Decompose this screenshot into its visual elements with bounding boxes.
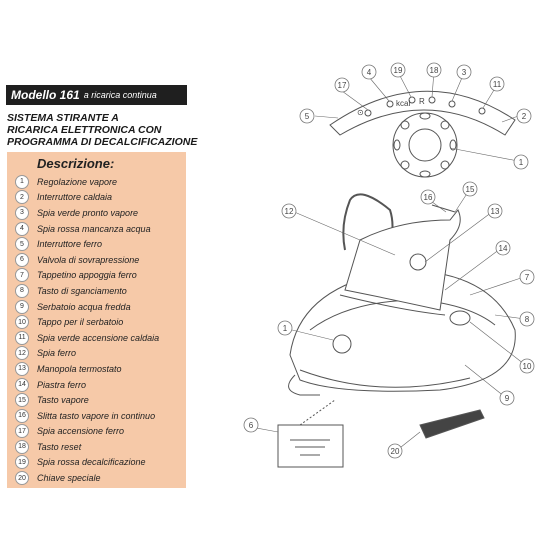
item-label: Regolazione vapore <box>37 176 118 187</box>
item-label: Tasto reset <box>37 441 82 452</box>
item-label: Manopola termostato <box>37 363 122 374</box>
item-label: Spia accensione ferro <box>37 426 125 437</box>
callout-marker <box>362 65 376 79</box>
callout-marker <box>463 182 477 196</box>
callout-marker <box>391 63 405 77</box>
callout-number: 4 <box>366 67 372 77</box>
item-label: Interruttore ferro <box>37 239 103 250</box>
item-number-badge: 16 <box>15 409 29 423</box>
inset-leader <box>300 400 335 425</box>
callout-marker <box>282 204 296 218</box>
base-steam-dial <box>333 335 351 353</box>
subtitle-line-1: SISTEMA STIRANTE A <box>7 112 119 124</box>
callout-marker <box>488 204 502 218</box>
callout-number: 3 <box>461 67 467 77</box>
model-subtitle: a ricarica continua <box>83 90 157 100</box>
steam-dial <box>393 113 457 177</box>
callout-number: 14 <box>498 243 508 253</box>
callout-marker <box>514 155 528 169</box>
callout-marker <box>457 65 471 79</box>
item-number-badge: 13 <box>15 362 29 376</box>
callout-marker <box>520 312 534 326</box>
kcal-label: kcal <box>396 99 411 108</box>
item-label: Interruttore caldaia <box>37 192 113 203</box>
callout-number: 2 <box>521 111 527 121</box>
item-label: Spia rossa mancanza acqua <box>37 223 151 234</box>
item-number-badge: 11 <box>15 331 29 345</box>
item-number-badge: 5 <box>15 237 29 251</box>
callout-number: 1 <box>282 323 288 333</box>
item-label: Serbatoio acqua fredda <box>37 301 131 312</box>
steam-button <box>432 205 455 212</box>
pressure-valve-inset <box>278 425 343 467</box>
callout-marker <box>421 190 435 204</box>
item-number-badge: 12 <box>15 346 29 360</box>
callout-marker <box>300 109 314 123</box>
model-name: Modello 161 <box>11 88 80 102</box>
item-number-badge: 17 <box>15 424 29 438</box>
callout-number: 8 <box>524 314 530 324</box>
item-label: Spia verde pronto vapore <box>37 207 139 218</box>
tank-cap <box>450 311 470 325</box>
callout-number: 16 <box>423 192 433 202</box>
item-number-badge: 2 <box>15 190 29 204</box>
item-number-badge: 20 <box>15 471 29 485</box>
callout-number: 15 <box>465 184 475 194</box>
item-number-badge: 4 <box>15 222 29 236</box>
callout-number: 20 <box>390 446 400 456</box>
callout-marker <box>427 63 441 77</box>
item-label: Spia rossa decalcificazione <box>37 457 146 468</box>
item-number-badge: 18 <box>15 440 29 454</box>
callout-marker <box>517 109 531 123</box>
callout-number: 6 <box>248 420 254 430</box>
description-title: Descrizione: <box>37 156 115 171</box>
callout-number: 1 <box>518 157 524 167</box>
special-key <box>420 410 484 438</box>
callout-number: 13 <box>490 206 500 216</box>
item-label: Spia ferro <box>37 348 77 359</box>
item-label: Valvola di sovrapressione <box>37 254 140 265</box>
item-number-badge: 1 <box>15 175 29 189</box>
item-number-badge: 15 <box>15 393 29 407</box>
callout-marker <box>388 444 402 458</box>
callout-marker <box>520 359 534 373</box>
item-number-badge: 10 <box>15 315 29 329</box>
callout-marker <box>496 241 510 255</box>
item-label: Tappetino appoggia ferro <box>37 270 137 281</box>
callout-marker <box>244 418 258 432</box>
item-label: Slitta tasto vapore in continuo <box>37 410 156 421</box>
subtitle-line-3: PROGRAMMA DI DECALCIFICAZIONE <box>7 136 198 148</box>
thermostat-knob <box>410 254 426 270</box>
item-number-badge: 14 <box>15 378 29 392</box>
callout-number: 7 <box>524 272 530 282</box>
callout-number: 9 <box>504 393 510 403</box>
item-label: Spia verde accensione caldaia <box>37 332 160 343</box>
item-number-badge: 3 <box>15 206 29 220</box>
callout-number: 11 <box>492 79 502 89</box>
callout-marker <box>520 270 534 284</box>
item-label: Tappo per il serbatoio <box>37 317 124 328</box>
callout-marker <box>335 78 349 92</box>
item-label: Tasto vapore <box>37 395 89 406</box>
callout-number: 12 <box>284 206 294 216</box>
item-number-badge: 7 <box>15 268 29 282</box>
callout-number: 17 <box>337 80 347 90</box>
callout-number: 19 <box>393 65 403 75</box>
item-number-badge: 19 <box>15 455 29 469</box>
item-number-badge: 8 <box>15 284 29 298</box>
item-label: Piastra ferro <box>37 379 87 390</box>
callout-marker <box>500 391 514 405</box>
item-number-badge: 6 <box>15 253 29 267</box>
item-label: Chiave speciale <box>37 473 101 484</box>
callout-marker <box>278 321 292 335</box>
callout-number: 18 <box>429 65 439 75</box>
callout-number: 10 <box>522 361 532 371</box>
item-number-badge: 9 <box>15 300 29 314</box>
subtitle-line-2: RICARICA ELETTRONICA CON <box>7 124 162 136</box>
callout-number: 5 <box>304 111 310 121</box>
callout-marker <box>490 77 504 91</box>
iron-symbol: ⊙ <box>357 108 364 117</box>
reset-label: R <box>419 97 425 106</box>
item-label: Tasto di sganciamento <box>37 285 127 296</box>
